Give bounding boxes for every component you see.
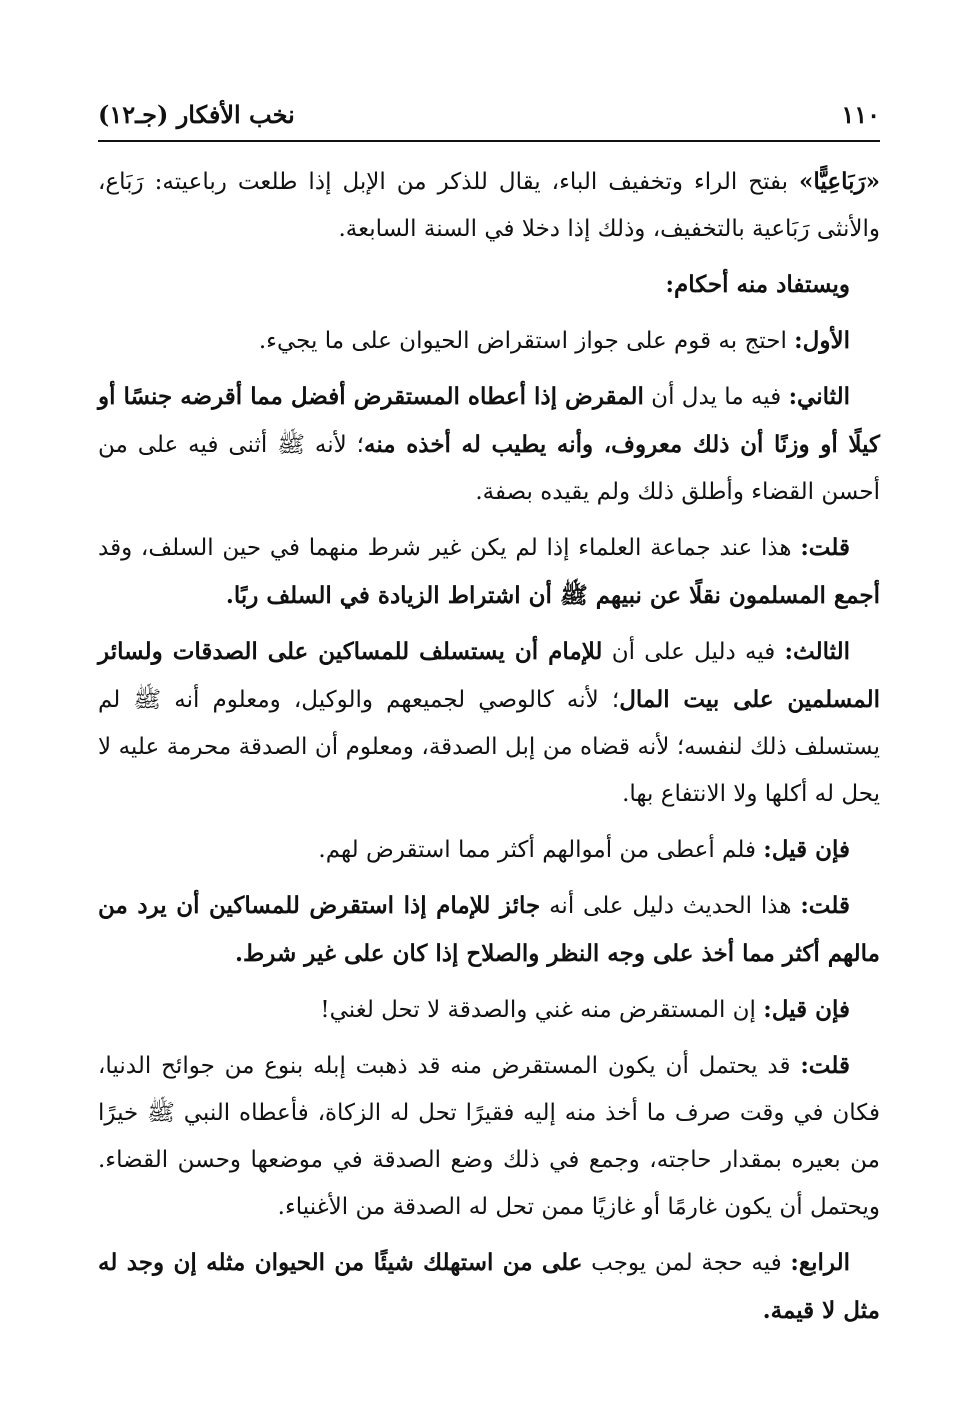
book-title: نخب الأفكار (جـ١٢) [98,100,295,129]
bold-text: «رَبَاعِيًّا» [799,168,880,195]
text-run: هذا الحديث دليل على أنه [540,893,801,919]
paragraph [98,373,880,516]
paragraph [98,158,880,253]
paragraph [98,261,880,309]
bold-text: الأول: [794,327,850,354]
text-run: بفتح الراء وتخفيف الباء، يقال للذكر من الإبل إذا طلعت رباعيته: رَبَاع، والأنثى رَبَاعية بالتخفيف، وذلك إذا دخلا في السنة السابعة. [98,169,880,242]
text-run: قد يحتمل أن يكون المستقرض منه قد ذهبت إبله بنوع من جوائح الدنيا، فكان في وقت صرف ما أخذ منه إليه فقيرًا تحل له الزكاة، فأعطاه النبي ﷺ خيرًا من بعيره بمقدار حاجته، وجمع في ذلك وضع الصدقة في موضعها وحسن القضاء. ويحتمل أن يكون غارمًا أو غازيًا ممن تحل له الصدقة من الأغنياء. [98,1053,880,1220]
bold-text: المقرض إذا أعطاه المستقرض أفضل مما أقرضه جنسًا أو كيلًا أو وزنًا أن ذلك معروف، وأنه يطيب له أخذه منه [98,383,880,458]
bold-text: قلت: [800,534,850,561]
bold-text: ويستفاد منه أحكام: [665,271,850,298]
bold-text: الرابع: [790,1249,850,1276]
page-body [98,158,880,1343]
paragraph [98,628,880,818]
paragraph [98,1239,880,1335]
paragraph [98,524,880,620]
text-run: هذا عند جماعة العلماء إذا لم يكن غير شرط منهما في حين السلف، وقد [98,535,801,561]
text-run: ؛ لأنه كالوصي لجميعهم والوكيل، ومعلوم أنه ﷺ لم يستسلف ذلك لنفسه؛ لأنه قضاه من إبل الصدقة، ومعلوم أن الصدقة محرمة عليه لا يحل له أكلها ولا الانتفاع بها. [98,687,880,807]
text-run: فلم أعطى من أموالهم أكثر مما استقرض لهم. [318,837,764,863]
running-header [98,96,880,136]
paragraph [98,1042,880,1231]
page-number: ١١٠ [841,100,880,129]
bold-text: أجمع المسلمون نقلًا عن نبيهم ﷺ أن اشتراط الزيادة في السلف ربًا. [225,582,880,609]
text-run: فيه ما يدل أن [643,384,789,410]
paragraph [98,986,880,1034]
text-run: فيه دليل على أن [602,639,785,665]
text-run: فيه حجة لمن يوجب [582,1250,791,1276]
text-run: ؛ لأنه ﷺ أثنى فيه على من أحسن القضاء وأطلق ذلك ولم يقيده بصفة. [98,432,880,505]
paragraph [98,882,880,978]
paragraph [98,826,880,874]
bold-text: فإن قيل: [763,996,850,1023]
bold-text: جائز للإمام إذا استقرض للمساكين أن يرد من مالهم أكثر مما أخذ على وجه النظر والصلاح إذا كان على غير شرط. [98,892,880,967]
bold-text: قلت: [800,892,850,919]
bold-text: فإن قيل: [763,836,850,863]
text-run: احتج به قوم على جواز استقراض الحيوان على ما يجيء. [258,328,795,354]
bold-text: قلت: [800,1052,850,1079]
bold-text: للإمام أن يستسلف للمساكين على الصدقات ولسائر المسلمين على بيت المال [98,638,880,713]
bold-text: على من استهلك شيئًا من الحيوان مثله إن وجد له مثل لا قيمة. [98,1249,880,1324]
paragraph [98,317,880,365]
bold-text: الثاني: [788,383,850,410]
bold-text: الثالث: [784,638,850,665]
text-run: إن المستقرض منه غني والصدقة لا تحل لغني! [320,997,764,1023]
header-rule [98,140,880,142]
